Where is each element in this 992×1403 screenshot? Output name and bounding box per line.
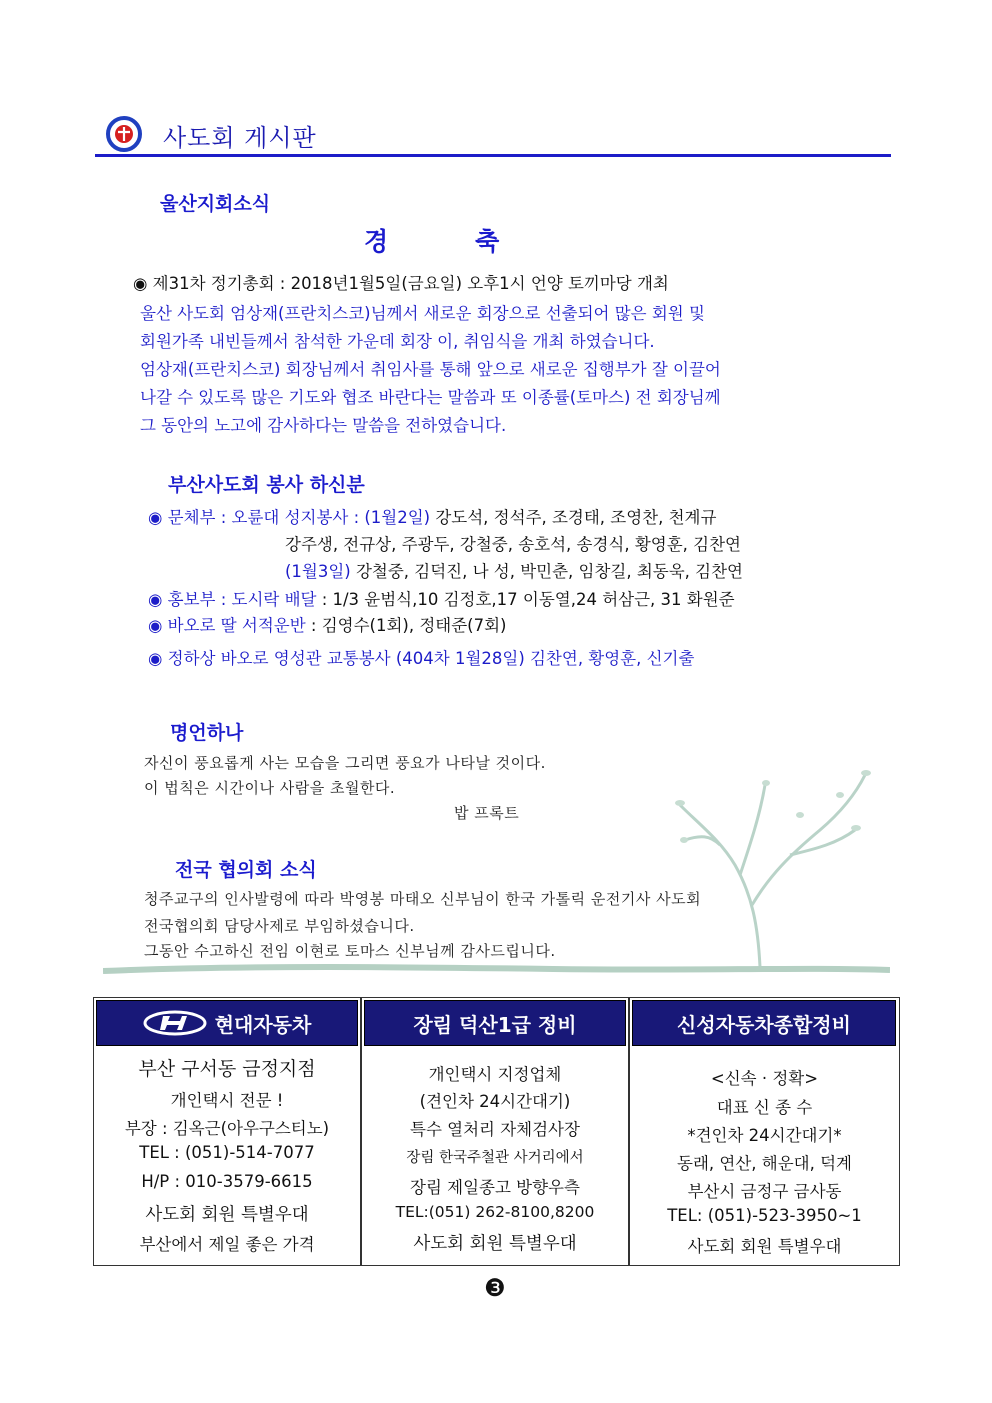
munhwa-names: 강도석, 정석주, 조경태, 조영찬, 천계규 [430, 508, 717, 527]
hongbo-names: : 1/3 윤범식,10 김정호,17 이동열,24 허삼근, 31 화원준 [316, 590, 735, 609]
ad-line: <신속 · 정확> [710, 1069, 819, 1088]
ulsan-paragraph-line: 회원가족 내빈들께서 참석한 가운데 회장 이, 취임식을 개최 하였습니다. [140, 332, 655, 351]
catholic-logo-icon [104, 116, 144, 152]
ad-line: 사도회 회원 특별우대 [145, 1205, 309, 1225]
munhwa-date: (1월3일) [285, 562, 351, 581]
quote-line: 자신이 풍요롭게 사는 모습을 그리면 풍요가 나타날 것이다. [144, 754, 546, 772]
tree-illustration [640, 735, 900, 970]
munhwa-names: 강철중, 김덕진, 나 성, 박민춘, 임창길, 최동욱, 김찬연 [350, 562, 743, 581]
ad-line: 사도회 회원 특별우대 [413, 1234, 577, 1254]
celebration-heading: 경 축 [364, 227, 500, 256]
page-title: 사도회 게시판 [163, 124, 317, 152]
ad-line: 장림 한국주철관 사거리에서 [406, 1150, 584, 1166]
ad-line: H/P : 010-3579-6615 [141, 1172, 313, 1191]
ad-header [364, 1000, 626, 1046]
page-number: ❸ [484, 1274, 506, 1302]
national-section-title: 전국 협의회 소식 [175, 859, 317, 881]
header-divider [95, 154, 891, 157]
ad-line: *견인차 24시간대기* [687, 1126, 842, 1145]
quote-line: 이 법칙은 시간이나 사람을 초월한다. [144, 779, 396, 797]
national-news-line: 청주교구의 인사발령에 따라 박영봉 마태오 신부님이 한국 가톨릭 운전기사 사도회 [144, 890, 702, 908]
paulo-names: : 김영수(1회), 정태준(7회) [305, 616, 507, 635]
ulsan-section-title: 울산지회소식 [160, 193, 271, 215]
ad-line: 사도회 회원 특별우대 [687, 1237, 842, 1256]
hongbo-label: ◉ 홍보부 : 도시락 배달 [148, 590, 317, 609]
ad-sinseong [630, 998, 899, 1265]
ad-deoksan [362, 998, 628, 1265]
ad-header-label: 장림 덕산1급 정비 [413, 1012, 577, 1037]
hongbo-volunteer-line [148, 586, 735, 610]
ulsan-paragraph-line: 그 동안의 노고에 감사하다는 말씀을 전하였습니다. [140, 416, 507, 435]
ad-line: 부산 구서동 금정지점 [138, 1058, 316, 1080]
ad-line: TEL:(051) 262-8100,8200 [395, 1203, 595, 1221]
jeongha-volunteer-line: ◉ 정하상 바오로 영성관 교통봉사 (404차 1월28일) 김찬연, 황영훈, 신기출 [148, 649, 695, 668]
ad-line: 부장 : 김옥근(아우구스티노) [124, 1119, 330, 1138]
ad-header [96, 1000, 358, 1046]
ad-line: TEL : (051)-514-7077 [139, 1143, 315, 1162]
munhwa-label: ◉ 문체부 : 오륜대 성지봉사 : (1월2일) [148, 508, 431, 527]
ad-line: 부산시 금정구 금사동 [687, 1182, 842, 1201]
munhwa-volunteer-line [148, 504, 716, 528]
paulo-volunteer-line [148, 612, 506, 636]
ad-line: (견인차 24시간대기) [419, 1092, 571, 1111]
ad-hyundai [94, 998, 360, 1265]
ad-header [632, 1000, 896, 1046]
ad-line: 대표 신 종 수 [716, 1098, 813, 1117]
ad-line: 부산에서 제일 좋은 가격 [139, 1235, 315, 1254]
advertisement-table [93, 997, 900, 1266]
ad-line: TEL: (051)-523-3950~1 [667, 1206, 862, 1225]
general-meeting-bullet: ◉ 제31차 정기총회 : 2018년1월5일(금요일) 오후1시 언양 토끼마당 개최 [133, 274, 669, 293]
ad-line: 장림 제일종고 방향우측 [410, 1178, 580, 1197]
ulsan-paragraph-line: 나갈 수 있도록 많은 기도와 협조 바란다는 말씀과 또 이종률(토마스) 전 회장님께 [140, 388, 721, 407]
ground-stroke-decoration [103, 963, 890, 977]
national-news-line: 그동안 수고하신 전임 이현로 토마스 신부님께 감사드립니다. [144, 942, 556, 960]
ad-header-label: 현대자동차 [214, 1012, 312, 1037]
ulsan-paragraph-line: 엄상재(프란치스코) 회장님께서 취임사를 통해 앞으로 새로운 집행부가 잘 이끌어 [140, 360, 721, 379]
ad-line: 개인택시 지정업체 [428, 1065, 562, 1084]
ad-header-label: 신성자동차종합정비 [677, 1012, 851, 1037]
paulo-label: ◉ 바오로 딸 서적운반 [148, 616, 306, 635]
ad-line: 개인택시 전문 ! [170, 1091, 284, 1110]
quote-author: 밥 프록트 [454, 804, 520, 822]
ad-line: 특수 열처리 자체검사장 [410, 1120, 580, 1139]
munhwa-names-line: 강주생, 전규상, 주광두, 강철중, 송호석, 송경식, 황영훈, 김찬연 [285, 535, 741, 554]
ad-line: 동래, 연산, 해운대, 덕계 [677, 1154, 852, 1173]
quote-section-title: 명언하나 [170, 722, 244, 744]
ulsan-paragraph-line: 울산 사도회 엄상재(프란치스코)님께서 새로운 회장으로 선출되어 많은 회원 및 [140, 304, 705, 323]
hyundai-logo-icon [143, 1010, 207, 1036]
national-news-line: 전국협의회 담당사제로 부임하셨습니다. [144, 917, 415, 935]
busan-section-title: 부산사도회 봉사 하신분 [168, 474, 365, 496]
munhwa-jan3-line [285, 558, 743, 582]
